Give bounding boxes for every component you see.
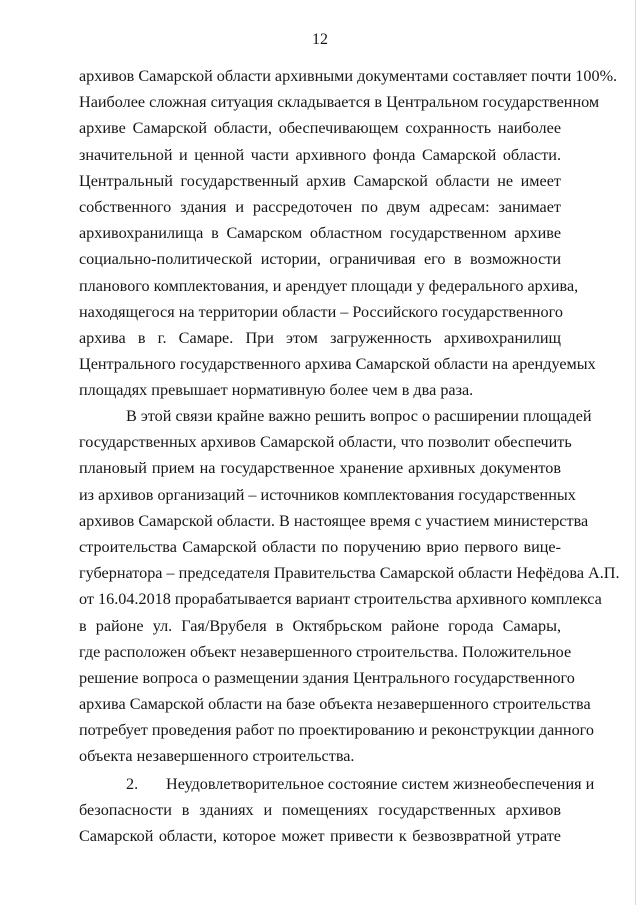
text-line: потребует проведения работ по проектированию и реконструкции данного — [79, 721, 595, 740]
text-line: в районе ул. Гая/Врубеля в Октябрьском районе города Самары, — [79, 616, 561, 635]
text-line: Центрального государственного архива Самарской области на арендуемых — [79, 355, 596, 374]
list-item-text: Неудовлетворительное состояние систем жизнеобеспечения и — [166, 775, 595, 793]
text-line: строительства Самарской области по поручению врио первого вице- — [79, 537, 561, 556]
text-line — [79, 771, 595, 797]
text-line: плановый прием на государственное хранение архивных документов — [79, 459, 561, 478]
text-line: планового комплектования, и арендует площади у федерального архива, — [79, 276, 579, 295]
text-line: В этой связи крайне важно решить вопрос о расширении площадей — [126, 407, 592, 425]
text-line: губернатора – председателя Правительства Самарской области Нефёдова А.П. — [79, 564, 620, 583]
text-line: где расположен объект незавершенного строительства. Положительное — [79, 642, 572, 661]
text-line: архива Самарской области на базе объекта незавершенного строительства — [79, 695, 591, 714]
list-number: 2. — [126, 775, 139, 793]
paragraph-2 — [79, 403, 620, 770]
text-line: из архивов организаций – источников комплектования государственных — [79, 485, 576, 504]
scan-edge — [635, 0, 636, 905]
text-line: от 16.04.2018 прорабатывается вариант строительства архивного комплекса — [79, 590, 602, 609]
text-line: архиве Самарской области, обеспечивающем сохранность наиболее — [79, 119, 561, 138]
text-line: значительной и ценной части архивного фонда Самарской области. — [79, 145, 561, 164]
text-line: безопасности в зданиях и помещениях государственных архивов — [79, 801, 561, 820]
text-line: архива в г. Самаре. При этом загруженность архивохранилищ — [79, 328, 561, 347]
text-line: площадях превышает нормативную более чем в два раза. — [79, 381, 474, 400]
text-line: объекта незавершенного строительства. — [79, 747, 355, 766]
text-line: Наиболее сложная ситуация складывается в Центральном государственном — [79, 93, 600, 112]
text-line: Центральный государственный архив Самарской области не имеет — [79, 171, 561, 190]
text-line: Самарской области, которое может привести к безвозвратной утрате — [79, 827, 561, 846]
text-line: архивов Самарской области. В настоящее время с участием министерства — [79, 511, 589, 530]
paragraph-1 — [79, 63, 618, 403]
text-line: архивохранилища в Самарском областном государственном архиве — [79, 224, 561, 243]
numbered-paragraph-2 — [79, 771, 595, 850]
text-line: архивов Самарской области архивными документами составляет почти 100%. — [79, 67, 618, 85]
text-line: социально-политической истории, ограничивая его в возможности — [79, 250, 561, 269]
text-line: находящегося на территории области – Российского государственного — [79, 302, 563, 321]
text-line: государственных архивов Самарской области, что позволит обеспечить — [79, 433, 572, 452]
text-line: решение вопроса о размещении здания Центрального государственного — [79, 668, 575, 687]
text-line: собственного здания и рассредоточен по двум адресам: занимает — [79, 197, 561, 216]
page-number: 12 — [312, 31, 328, 48]
